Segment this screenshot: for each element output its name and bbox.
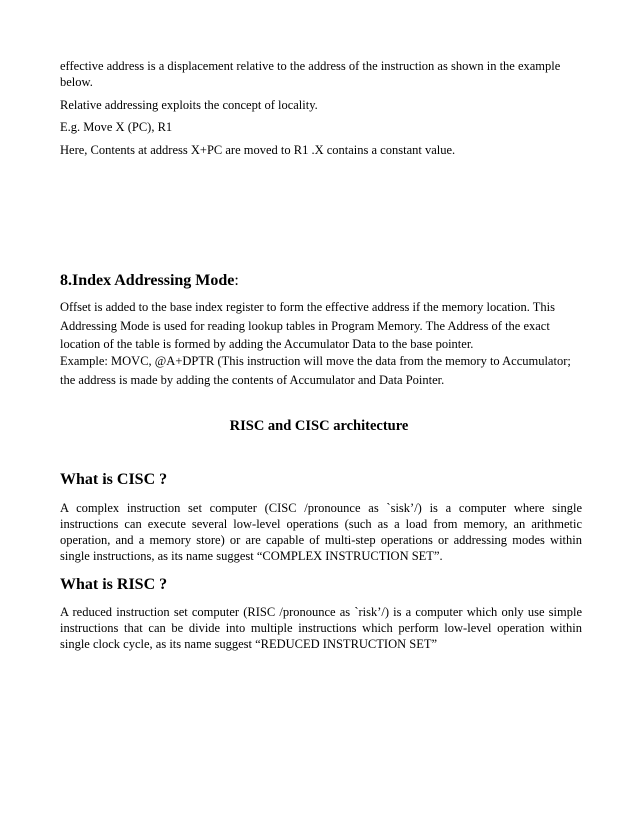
index-addressing-body: Offset is added to the base index register to form the effective address if the memory location. This Addressing Mode is used for reading lookup tables in Program Memory. The Address of the exact location of the table is formed by adding the Accumulator Data to the base pointer. (60, 300, 555, 351)
cisc-body: A complex instruction set computer (CISC /pronounce as `sisk’/) is a computer where single instructions can execute several low-level operations (such as a load from memory, an arithmetic operation, and a memory store) or are capable of multi-step operations or addressing modes within single instructions, as its name suggest “COMPLEX INSTRUCTION SET”. (60, 501, 582, 563)
relative-addressing-paragraph-2: Relative addressing exploits the concept of locality. (60, 98, 318, 112)
cisc-heading: What is CISC ? (60, 471, 168, 488)
risc-body: A reduced instruction set computer (RISC /pronounce as `risk’/) is a computer which only use simple instructions that can be divide into multiple instructions which perform low-level operation within single clock cycle, as its name suggest “REDUCED INSTRUCTION SET” (60, 605, 582, 651)
index-addressing-heading-colon: : (234, 272, 239, 289)
relative-addressing-explanation: Here, Contents at address X+PC are moved to R1 .X contains a constant value. (60, 143, 456, 157)
risc-cisc-title: RISC and CISC architecture (229, 418, 409, 434)
index-addressing-example: Example: MOVC, @A+DPTR (This instruction will move the data from the memory to Accumulator; the address is made by adding the contents of Accumulator and Data Pointer. (60, 354, 571, 387)
relative-addressing-paragraph-1: effective address is a displacement relative to the address of the instruction as shown in the example below. (60, 59, 561, 89)
index-addressing-heading (60, 271, 582, 291)
risc-heading: What is RISC ? (60, 576, 168, 593)
relative-addressing-example: E.g. Move X (PC), R1 (60, 120, 173, 134)
index-addressing-heading-text: 8.Index Addressing Mode (60, 272, 235, 289)
